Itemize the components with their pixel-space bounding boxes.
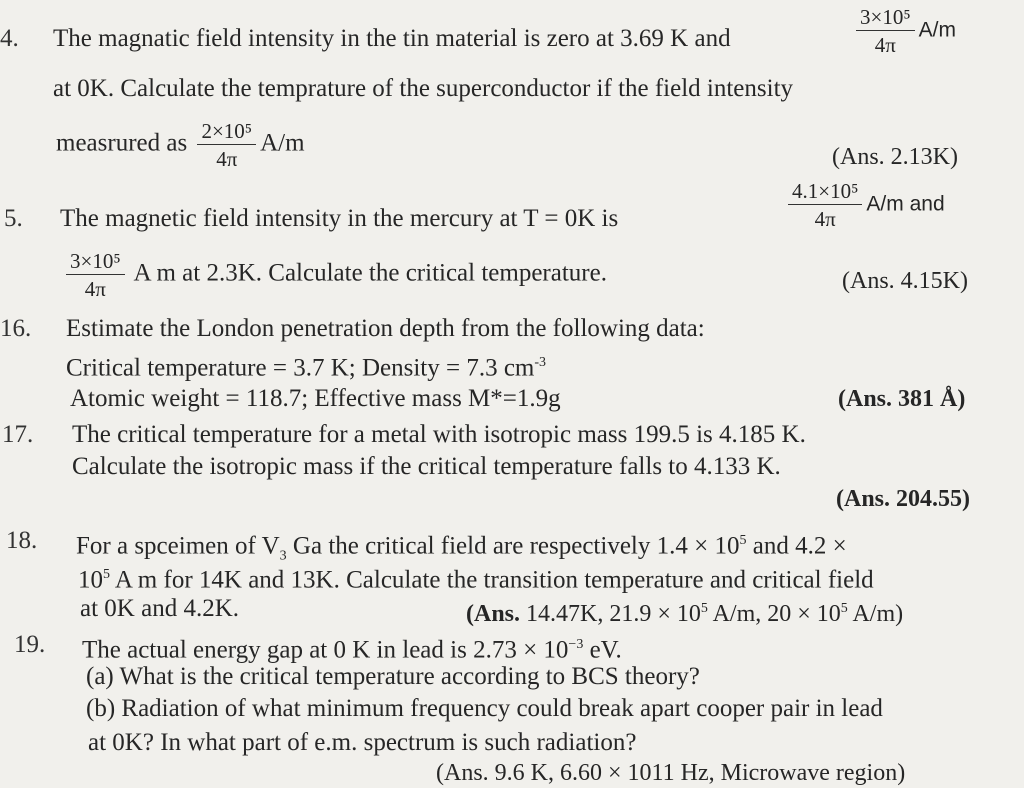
- problem-18-answer: [466, 594, 903, 629]
- problem-5-line-2-text: A m at 2.3K. Calculate the critical temperature.: [133, 259, 607, 287]
- problem-18-line-2: [78, 560, 874, 595]
- problem-18-line-2-b: A m for 14K and 13K. Calculate the transition temperature and critical field: [110, 566, 874, 594]
- problem-5-unit-1: A/m and: [866, 192, 945, 216]
- problem-18-answer-a: 14.47K, 21.9 × 10: [520, 601, 701, 627]
- problem-18-answer-sup1: 5: [700, 601, 708, 616]
- problem-5-answer: (Ans. 4.15K): [842, 268, 968, 294]
- problem-4-line-3: [56, 120, 305, 170]
- problem-4-unit-2: A/m: [260, 129, 305, 157]
- problem-5-frac2-numerator: 3×10⁵: [66, 250, 125, 275]
- problem-16-line-2: [66, 348, 546, 383]
- problem-18-line-2-a: 10: [78, 566, 103, 594]
- problem-5-line-2: [62, 250, 607, 300]
- problem-18-line-3: at 0K and 4.2K.: [80, 595, 239, 622]
- problem-16-line-1: Estimate the London penetration depth from the following data:: [66, 315, 705, 342]
- problem-5-frac1-denominator: 4π: [814, 207, 836, 231]
- problem-16-answer: (Ans. 381 Å): [838, 386, 966, 412]
- problem-17-answer: (Ans. 204.55): [836, 486, 971, 512]
- problem-19-line-1-sup: −3: [568, 637, 584, 652]
- problem-19-number: 19.: [14, 631, 46, 658]
- problem-18-line-1-sup: 5: [739, 533, 747, 548]
- problem-4-unit-1: A/m: [918, 18, 957, 42]
- problem-18-line-1-sub: 3: [279, 548, 287, 564]
- problem-19-line-1-b: eV.: [583, 636, 622, 664]
- problem-17-number: 17.: [2, 421, 34, 448]
- problem-4-frac1-numerator: 3×10⁵: [856, 6, 915, 31]
- problem-16-line-3: Atomic weight = 118.7; Effective mass M*=1.9g: [70, 385, 561, 412]
- problem-18-number: 18.: [6, 527, 38, 554]
- problem-4-frac2-numerator: 2×10⁵: [197, 120, 256, 145]
- problem-4-number: 4.: [0, 25, 19, 52]
- problem-4-line-1-text: The magnatic field intensity in the tin material is zero at 3.69 K and: [53, 25, 731, 52]
- problem-18-answer-label: (Ans.: [466, 601, 521, 627]
- problem-5-number: 5.: [4, 205, 23, 232]
- problem-4-answer: (Ans. 2.13K): [832, 144, 958, 170]
- problem-5-frac2-denominator: 4π: [84, 277, 106, 301]
- problem-16-number: 16.: [0, 315, 32, 342]
- problem-4-line-3-text: measrured as: [56, 129, 188, 157]
- problem-18-line-1-b: Ga the critical field are respectively 1.4 × 10: [286, 532, 740, 560]
- problem-18-answer-sup2: 5: [840, 601, 848, 616]
- problem-17-line-2: Calculate the isotropic mass if the critical temperature falls to 4.133 K.: [72, 453, 781, 480]
- problem-18-answer-b: A/m, 20 × 10: [707, 601, 841, 627]
- problem-18-line-1-a: For a spceimen of V: [76, 532, 280, 560]
- problem-19-line-3: (b) Radiation of what minimum frequency could break apart cooper pair in lead: [86, 695, 883, 722]
- problem-16-line-2-text: Critical temperature = 3.7 K; Density = 7.3 cm: [66, 354, 535, 382]
- problem-19-answer: (Ans. 9.6 K, 6.60 × 1011 Hz, Microwave region): [436, 760, 906, 786]
- problem-18-answer-c: A/m): [847, 601, 904, 627]
- problem-18-line-1-c: and 4.2 ×: [746, 532, 847, 560]
- problem-5-fraction-1: [784, 180, 945, 230]
- problem-17-line-1: The critical temperature for a metal with isotropic mass 199.5 is 4.185 K.: [72, 421, 806, 448]
- problem-19-line-4: at 0K? In what part of e.m. spectrum is such radiation?: [88, 729, 637, 756]
- problem-19-line-1: [82, 630, 622, 665]
- problem-19-line-1-a: The actual energy gap at 0 K in lead is 2.73 × 10: [82, 636, 569, 664]
- problem-4-line-2: at 0K. Calculate the temprature of the superconductor if the field intensity: [53, 75, 794, 102]
- problem-19-line-2: (a) What is the critical temperature according to BCS theory?: [86, 663, 700, 690]
- problem-4-frac2-denominator: 4π: [216, 147, 238, 171]
- problem-5-frac1-numerator: 4.1×10⁵: [788, 180, 862, 205]
- problem-4-frac1-denominator: 4π: [874, 33, 896, 57]
- problem-5-line-1: The magnetic field intensity in the mercury at T = 0K is: [60, 205, 619, 232]
- problem-16-line-2-sup: -3: [534, 355, 547, 370]
- problem-4-line-1: [53, 24, 731, 54]
- problem-4-fraction-1: [852, 6, 956, 56]
- problem-18-line-2-sup: 5: [103, 567, 110, 582]
